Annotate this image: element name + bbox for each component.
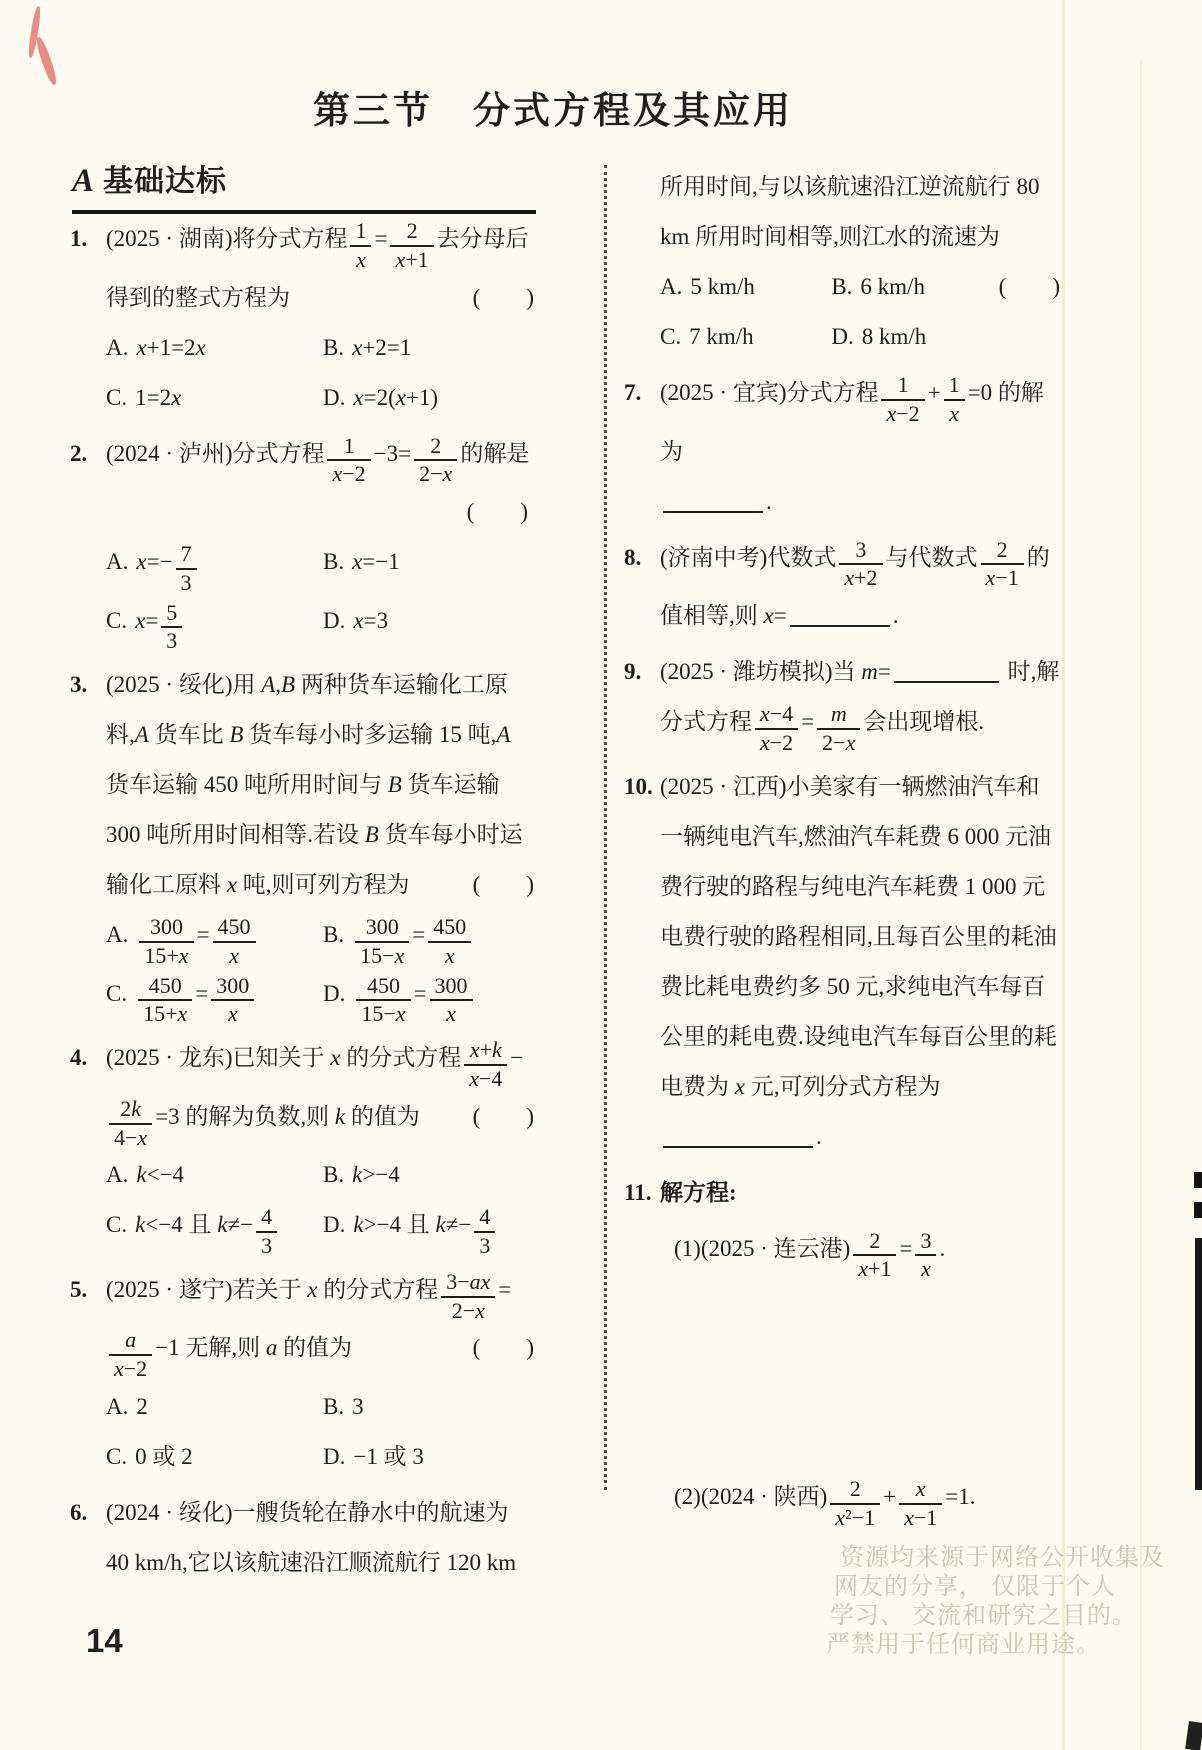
option-label: A. xyxy=(106,1162,129,1188)
option xyxy=(323,1382,536,1432)
math-expression: x= xyxy=(135,607,159,633)
fraction: $\frac{3-ax}{2-x}$ xyxy=(441,1270,495,1323)
options-grid xyxy=(106,323,536,423)
option-label: B. xyxy=(323,1393,345,1419)
fraction: $\frac{1}{x-2}$ xyxy=(881,373,924,426)
fraction: $\frac{2k}{4-x}$ xyxy=(109,1097,152,1150)
option-value xyxy=(136,335,205,360)
watermark-line: 学习、 交流和研究之目的。 xyxy=(830,1603,1137,1629)
option-value: 0 或 2 xyxy=(135,1443,193,1469)
problem-text: (2025 · 遂宁)若关于 x 的分式方程 $\frac{3-ax}{2-x}$ = $\frac{a}{x-2}$ −1 无解,则 a 的值为 ( ) xyxy=(106,1268,534,1382)
problem-number: 11. xyxy=(624,1179,652,1205)
problem-text: (2)(2024 · 陕西) $\frac{2}{\text{x²−1}}$ + $\frac{x}{x-1}$ =1. xyxy=(674,1476,976,1530)
option-label: A. xyxy=(660,274,683,299)
problem-text: (2025 · 绥化)用 A,B 两种货车运输化工原料,A 货车比 B 货车每小时多运输 15 吨,A 货车运输 450 吨所用时间与 B 货车运输 300 吨所用时间相等.若设 B 货车每小时运输化工原料 x 吨,则可列方程为 ( ) xyxy=(106,660,536,910)
watermark-line: 严禁用于任何商业用途。 xyxy=(826,1632,1101,1658)
option-label: B. xyxy=(323,334,345,360)
fraction: $\frac{300}{x}$ xyxy=(430,974,473,1027)
option-value xyxy=(352,549,400,574)
math-expression: m xyxy=(861,659,878,685)
problem-1 xyxy=(70,214,536,423)
problem-text: . xyxy=(660,477,1062,527)
option-label: C. xyxy=(106,980,128,1006)
option xyxy=(106,910,319,969)
option-label: A. xyxy=(106,1393,129,1419)
problem-text: (2024 · 泸州)分式方程 $\frac{1}{x-2}$ −3= $\frac{2}{2-x}$ 的解是 xyxy=(106,432,530,487)
problem-9 xyxy=(624,647,1062,756)
math-expression: x+1=2x xyxy=(136,334,206,360)
math-expression: A,B xyxy=(261,672,296,698)
option xyxy=(106,1432,319,1482)
problem-text: (2024 · 绥化)一艘货轮在静水中的航速为 40 km/h,它以该航速沿江顺流航行 120 km xyxy=(106,1499,517,1575)
option xyxy=(323,910,536,969)
option-label: D. xyxy=(323,384,346,410)
option-label: C. xyxy=(106,607,128,633)
options-grid xyxy=(106,537,536,654)
options-grid xyxy=(660,262,999,362)
math-expression: B xyxy=(387,772,402,798)
option-label: B. xyxy=(831,274,853,299)
option-label: C. xyxy=(106,384,128,410)
problem-text: (2025 · 湖南)将分式方程 $\frac{1}{x}$ = $\frac{2}{x+1}$ 去分母后得到的整式方程为 ( ) xyxy=(106,214,536,323)
fraction: $\frac{x-4}{x-2}$ xyxy=(755,702,798,755)
fraction: $\frac{300}{x}$ xyxy=(211,974,254,1027)
fraction: $\frac{450}{15+x}$ xyxy=(138,974,192,1027)
column-divider xyxy=(604,165,607,1490)
left-column xyxy=(70,214,536,1594)
problem-number: 7. xyxy=(624,380,642,405)
math-expression: k xyxy=(334,1103,346,1129)
problem-text: (2025 · 龙东)已知关于 x 的分式方程 $\frac{x+k}{x-4}$ − $\frac{2k}{4-x}$ =3 的解为负数,则 k 的值为 ( ) xyxy=(106,1037,534,1150)
page-title: 第三节 分式方程及其应用 xyxy=(313,91,793,132)
option-value: 8 km/h xyxy=(861,324,927,349)
option xyxy=(323,537,536,596)
sub-problem xyxy=(674,1472,1062,1531)
option-value: 6 km/h xyxy=(860,274,925,299)
option-label: B. xyxy=(323,1162,345,1188)
problem-continuation xyxy=(660,162,1062,362)
scan-edge-mark xyxy=(1194,1172,1202,1188)
problem-text: 所用时间,与以该航速沿江逆流航行 80 km 所用时间相等,则江水的流速为 ( ) xyxy=(660,162,1062,262)
math-expression: k<−4 xyxy=(135,1212,183,1238)
scan-edge-mark xyxy=(1194,1202,1202,1218)
option-value: k<−4 且 k≠− $\frac{4}{3}$ xyxy=(135,1212,280,1237)
option-value xyxy=(136,541,199,595)
fraction: $\frac{2}{2-x}$ xyxy=(414,434,457,487)
math-expression: x xyxy=(307,1276,318,1302)
problem-5 xyxy=(70,1265,536,1482)
answer-paren: ( ) xyxy=(472,284,534,310)
section-letter: A xyxy=(72,163,96,199)
paper-crease xyxy=(1062,0,1065,1750)
option xyxy=(323,596,536,655)
math-expression: x=− xyxy=(136,549,173,575)
math-expression: x xyxy=(734,1073,745,1099)
answer-paren: ( ) xyxy=(472,1103,534,1129)
fraction: $\frac{7}{3}$ xyxy=(176,542,197,595)
fraction: $\frac{x+k}{x-4}$ xyxy=(464,1038,507,1091)
problem-number: 9. xyxy=(624,659,642,685)
scan-corner-mark xyxy=(1185,1721,1202,1750)
watermark-line: 网友的分享， 仅限于个人 xyxy=(834,1574,1116,1600)
math-expression: x=3 xyxy=(353,607,389,633)
math-expression: x+2=1 xyxy=(352,334,412,360)
problem-text: (2025 · 江西)小美家有一辆燃油汽车和一辆纯电汽车,燃油汽车耗费 6 000 元油费行驶的路程与纯电汽车耗费 1 000 元电费行驶的路程相同,且每百公里的耗油费比耗电费约多 50 元,求纯电汽车每百公里的耗电费.设纯电汽车每百公里的耗电费为 x 元,可列分式方程为. xyxy=(660,773,1057,1149)
problem-7 xyxy=(624,368,1062,527)
option-value: 2 xyxy=(136,1393,148,1419)
fraction: $\frac{5}{3}$ xyxy=(161,601,182,654)
math-expression: B xyxy=(229,722,244,748)
option-value: 7 km/h xyxy=(689,324,754,349)
problem-number: 1. xyxy=(70,226,88,251)
option-label: D. xyxy=(831,324,854,349)
math-expression: x=−1 xyxy=(352,549,400,575)
option-label: C. xyxy=(660,324,682,349)
answer-paren: ( ) xyxy=(472,872,534,898)
fraction: $\frac{450}{x}$ xyxy=(428,915,471,968)
fraction: $\frac{300}{15-x}$ xyxy=(355,915,409,968)
problem-number: 4. xyxy=(70,1045,88,1071)
option-value: k>−4 且 k≠− $\frac{4}{3}$ xyxy=(353,1212,498,1237)
answer-paren: ( ) xyxy=(472,1335,534,1361)
problem-text: (2025 · 宜宾)分式方程 $\frac{1}{x-2}$ + $\frac{1}{x}$ =0 的解为 xyxy=(660,372,1044,464)
option-value: $\frac{450}{15+x}$ = $\frac{300}{x}$ xyxy=(135,981,257,1006)
option-label: B. xyxy=(323,922,345,948)
fraction: $\frac{4}{3}$ xyxy=(256,1205,277,1258)
problem-number: 6. xyxy=(70,1499,88,1525)
fraction: $\frac{450}{x}$ xyxy=(213,915,256,968)
option-value xyxy=(135,385,181,410)
option xyxy=(106,1200,319,1259)
fraction: $\frac{4}{3}$ xyxy=(474,1205,495,1258)
option-value xyxy=(353,385,438,410)
fraction: $\frac{2}{x+1}$ xyxy=(853,1229,896,1282)
fraction: $\frac{m}{2-x}$ xyxy=(817,702,860,755)
fraction: $\frac{2}{\text{x²−1}}$ xyxy=(830,1477,880,1530)
math-expression: k≠− xyxy=(435,1212,472,1238)
fraction: $\frac{450}{15-x}$ xyxy=(356,974,410,1027)
option xyxy=(323,323,536,373)
problem-11 xyxy=(624,1168,1062,1218)
math-expression: A xyxy=(496,722,511,748)
sub-problem xyxy=(674,1224,1062,1283)
problem-text: ( ) xyxy=(466,499,528,525)
math-expression: a xyxy=(265,1335,278,1361)
fraction: $\frac{1}{x-2}$ xyxy=(327,434,370,487)
right-column xyxy=(624,162,1062,1537)
option-value xyxy=(352,335,411,360)
math-expression: x xyxy=(226,872,237,898)
watermark-line: 资源均来源于网络公开收集及 xyxy=(840,1545,1165,1571)
problem-10 xyxy=(624,762,1062,1162)
section-header xyxy=(72,156,536,214)
option-value: −1 或 3 xyxy=(353,1443,424,1469)
option-label: D. xyxy=(323,1443,346,1469)
problem-number: 10. xyxy=(624,773,653,799)
math-expression: k<−4 xyxy=(136,1162,185,1188)
watermark xyxy=(826,1544,1202,1660)
option xyxy=(106,969,319,1028)
math-expression: A xyxy=(134,722,149,748)
option xyxy=(106,1150,319,1200)
problem-text: (2025 · 潍坊模拟)当 m= 时,解分式方程 $\frac{x-4}{x-2}$ = $\frac{m}{2-x}$ 会出现增根. xyxy=(660,659,1060,755)
option xyxy=(323,969,536,1028)
option-label: A. xyxy=(106,549,129,575)
option xyxy=(831,262,998,312)
option-value: 5 km/h xyxy=(690,274,755,299)
option xyxy=(323,1200,536,1259)
option-value xyxy=(135,599,185,654)
problem-8 xyxy=(624,533,1062,642)
option-label: D. xyxy=(323,607,346,633)
option xyxy=(660,312,827,362)
fraction: $\frac{3}{x+2}$ xyxy=(839,538,882,591)
answer-blank xyxy=(663,505,763,513)
options-grid xyxy=(106,910,536,1027)
option-value xyxy=(353,608,388,633)
answer-blank xyxy=(790,619,890,627)
math-expression: B xyxy=(364,822,379,848)
problem-4 xyxy=(70,1033,536,1259)
math-expression: 1=2x xyxy=(135,384,182,410)
option xyxy=(323,1150,536,1200)
fraction: $\frac{a}{x-2}$ xyxy=(109,1328,152,1381)
problem-number: 2. xyxy=(70,440,88,466)
options-grid xyxy=(106,1382,536,1482)
math-expression: k>−4 xyxy=(353,1212,402,1238)
fraction: $\frac{x}{x-1}$ xyxy=(899,1477,942,1530)
option-value xyxy=(352,1162,400,1187)
option xyxy=(323,373,536,423)
problem-number: 8. xyxy=(624,544,642,570)
math-expression: x xyxy=(763,603,774,629)
option-value: $\frac{300}{15-x}$ = $\frac{450}{x}$ xyxy=(352,922,474,947)
paper-crease xyxy=(1140,60,1142,1750)
option-label: A. xyxy=(106,922,129,948)
fraction: $\frac{3}{x}$ xyxy=(915,1229,936,1282)
problem-text: (1)(2025 · 连云港) $\frac{2}{x+1}$ = $\frac{3}{x}$ . xyxy=(674,1227,946,1282)
option xyxy=(831,312,998,362)
option xyxy=(660,262,827,312)
answer-blank xyxy=(894,675,999,683)
option xyxy=(106,323,319,373)
answer-blank xyxy=(663,1140,813,1148)
math-expression: x xyxy=(330,1045,341,1071)
problem-text: (济南中考)代数式 $\frac{3}{x+2}$ 与代数式 $\frac{2}{x-1}$ 的值相等,则 x= . xyxy=(660,536,1050,629)
option-value: $\frac{300}{15+x}$ = $\frac{450}{x}$ xyxy=(136,922,258,947)
fraction: $\frac{2}{x-1}$ xyxy=(981,538,1024,591)
page-number: 14 xyxy=(86,1622,123,1659)
math-expression: k>−4 xyxy=(352,1162,400,1188)
option-value: 3 xyxy=(352,1393,364,1419)
problem-2 xyxy=(70,429,536,655)
scan-edge-bar xyxy=(1195,1238,1202,1490)
answer-paren: ( ) xyxy=(998,274,1060,299)
option-value: $\frac{450}{15-x}$ = $\frac{300}{x}$ xyxy=(353,981,475,1006)
option-label: D. xyxy=(323,980,346,1006)
problem-number: 5. xyxy=(70,1276,88,1302)
option-label: A. xyxy=(106,334,129,360)
math-expression: x=2(x+1) xyxy=(353,384,439,410)
problem-6 xyxy=(70,1488,536,1588)
fraction: $\frac{2}{x+1}$ xyxy=(390,219,433,272)
option-label: B. xyxy=(323,549,345,575)
fraction: $\frac{1}{x}$ xyxy=(944,373,965,426)
options-grid xyxy=(106,1150,536,1259)
option xyxy=(106,596,319,655)
red-pen-mark xyxy=(34,36,59,86)
option-label: C. xyxy=(106,1212,128,1238)
option xyxy=(323,1432,536,1482)
section-title: 基础达标 xyxy=(103,165,228,198)
option xyxy=(106,537,319,596)
option xyxy=(106,373,319,423)
math-expression: k≠− xyxy=(217,1212,254,1238)
option-label: C. xyxy=(106,1443,128,1469)
option-value xyxy=(136,1162,184,1187)
problem-text: 解方程: xyxy=(660,1179,737,1205)
problem-3 xyxy=(70,660,536,1027)
fraction: $\frac{1}{x}$ xyxy=(350,219,371,272)
option-label: D. xyxy=(323,1212,346,1238)
problem-number: 3. xyxy=(70,672,88,698)
fraction: $\frac{300}{15+x}$ xyxy=(139,915,193,968)
option xyxy=(106,1382,319,1432)
